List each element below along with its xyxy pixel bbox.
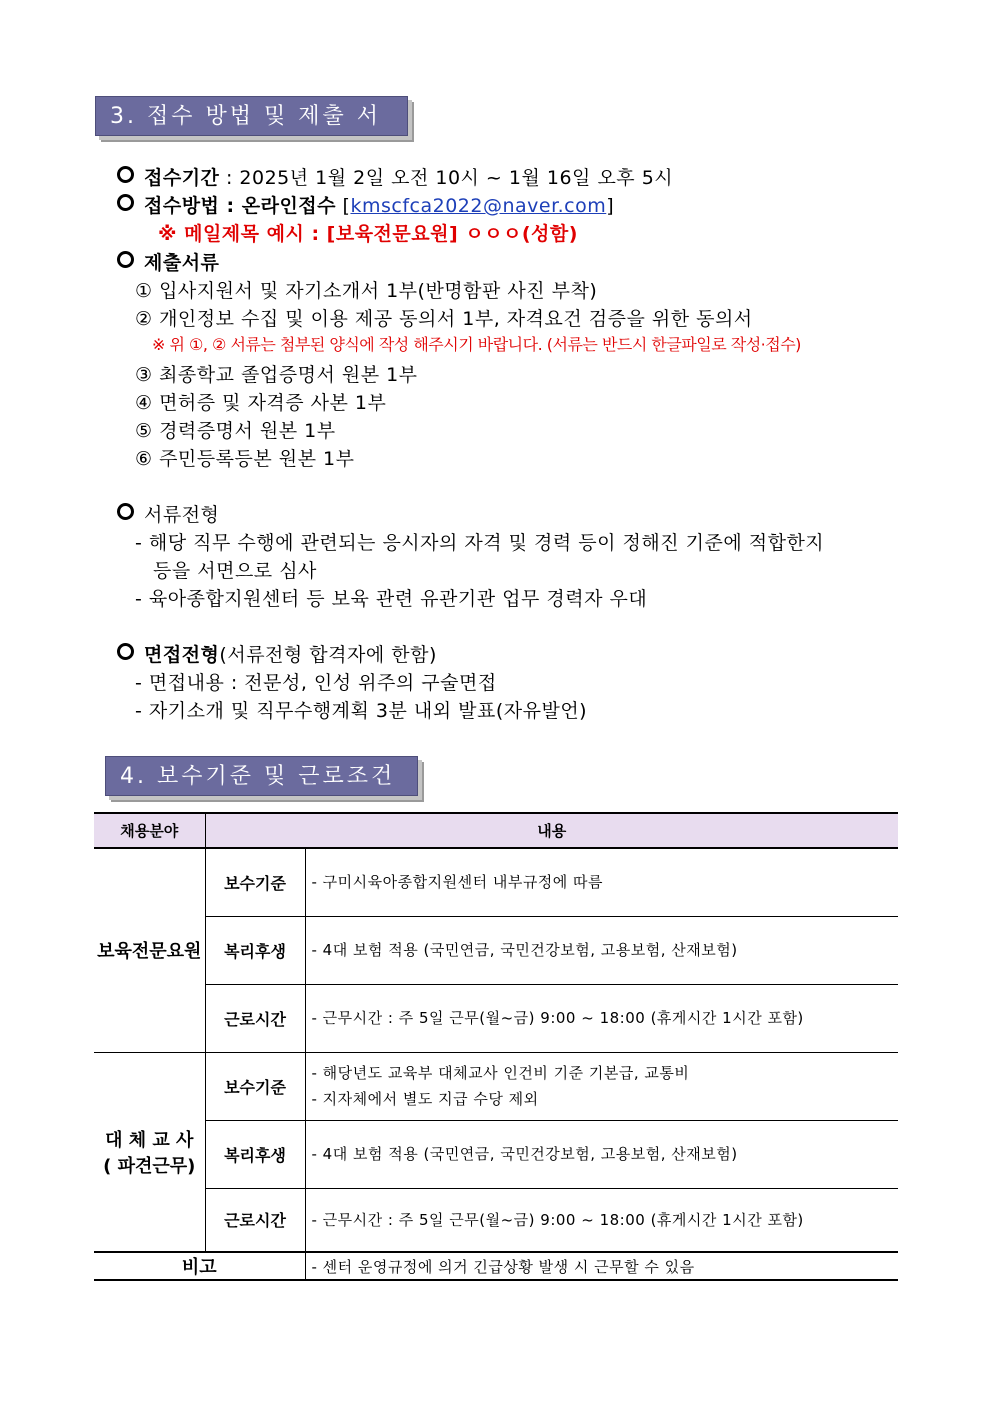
screening-item: - 해당 직무 수행에 관련되는 응시자의 자격 및 경력 등이 정해진 기준에 적합한지 (135, 532, 825, 554)
interview-label: 면접전형 (144, 644, 220, 666)
header-field: 채용분야 (94, 813, 205, 848)
section4-title: 4. 보수기준 및 근로조건 (105, 756, 418, 796)
sub-label: 복리후생 (205, 1120, 305, 1188)
table-row (94, 984, 898, 1052)
doc-item: ④ 면허증 및 자격증 사본 1부 (135, 392, 387, 414)
method-bracket-open: [ (336, 195, 351, 217)
content-cell: - 4대 보험 적용 (국민연금, 국민건강보험, 고용보험, 산재보험) (305, 1120, 898, 1188)
field-cell: 대 체 교 사 ( 파견근무) (94, 1052, 205, 1252)
doc-item: ① 입사지원서 및 자기소개서 1부(반명함판 사진 부착) (135, 280, 598, 302)
table-header-row (94, 813, 898, 848)
remark-row (94, 1252, 898, 1280)
circle-bullet-icon (117, 194, 134, 211)
content-cell: - 해당년도 교육부 대체교사 인건비 기준 기본급, 교통비 - 지자체에서 별도 지급 수당 제외 (305, 1052, 898, 1120)
circle-bullet-icon (117, 643, 134, 660)
interview-item: - 면접내용 : 전문성, 인성 위주의 구술면접 (135, 672, 497, 694)
screening-label: 서류전형 (144, 504, 220, 526)
period-label: 접수기간 (144, 167, 220, 189)
reception-period (117, 163, 673, 190)
method-bracket-close: ] (606, 195, 615, 217)
section3-title: 3. 접수 방법 및 제출 서류 (95, 96, 408, 136)
table-row (94, 916, 898, 984)
screening-item: 등을 서면으로 심사 (153, 560, 317, 582)
email-link[interactable]: kmscfca2022@naver.com (350, 195, 607, 217)
employment-terms-table (94, 812, 898, 1281)
doc-item: ⑤ 경력증명서 원본 1부 (135, 420, 336, 442)
sub-label: 근로시간 (205, 984, 305, 1052)
field-cell: 보육전문요원 (94, 848, 205, 1052)
table-row (94, 1052, 898, 1120)
docs-note: ※ 위 ①, ② 서류는 첨부된 양식에 작성 해주시기 바랍니다. (서류는 반드시 한글파일로 작성·접수) (152, 335, 801, 354)
content-cell: - 근무시간 : 주 5일 근무(월~금) 9:00 ~ 18:00 (휴게시간 1시간 포함) (305, 984, 898, 1052)
documents-heading (117, 248, 219, 275)
method-label: 접수방법 : 온라인접수 (144, 195, 337, 217)
table-row (94, 1188, 898, 1252)
docs-label: 제출서류 (144, 252, 220, 274)
table-row (94, 1120, 898, 1188)
sub-label: 보수기준 (205, 1052, 305, 1120)
header-content: 내용 (205, 813, 898, 848)
reception-method (117, 191, 614, 218)
sub-label: 근로시간 (205, 1188, 305, 1252)
doc-item: ⑥ 주민등록등본 원본 1부 (135, 448, 355, 470)
email-subject-note: ※ 메일제목 예시 : [보육전문요원] ㅇㅇㅇ(성함) (158, 223, 578, 245)
content-cell: - 4대 보험 적용 (국민연금, 국민건강보험, 고용보험, 산재보험) (305, 916, 898, 984)
remark-text: - 센터 운영규정에 의거 긴급상황 발생 시 근무할 수 있음 (305, 1252, 898, 1280)
doc-item: ③ 최종학교 졸업증명서 원본 1부 (135, 364, 418, 386)
screening-item: - 육아종합지원센터 등 보육 관련 유관기관 업무 경력자 우대 (135, 588, 648, 610)
sub-label: 보수기준 (205, 848, 305, 916)
table-row (94, 848, 898, 916)
period-value: : 2025년 1월 2일 오전 10시 ~ 1월 16일 오후 5시 (219, 167, 674, 189)
interview-label-suffix: (서류전형 합격자에 한함) (219, 644, 437, 666)
remark-label: 비고 (94, 1252, 305, 1280)
circle-bullet-icon (117, 166, 134, 183)
circle-bullet-icon (117, 503, 134, 520)
content-cell: - 구미시육아종합지원센터 내부규정에 따름 (305, 848, 898, 916)
circle-bullet-icon (117, 251, 134, 268)
screening-heading (117, 500, 219, 527)
doc-item: ② 개인정보 수집 및 이용 제공 동의서 1부, 자격요건 검증을 위한 동의서 (135, 308, 753, 330)
interview-heading (117, 640, 437, 667)
content-cell: - 근무시간 : 주 5일 근무(월~금) 9:00 ~ 18:00 (휴게시간 1시간 포함) (305, 1188, 898, 1252)
sub-label: 복리후생 (205, 916, 305, 984)
interview-item: - 자기소개 및 직무수행계획 3분 내외 발표(자유발언) (135, 700, 588, 722)
